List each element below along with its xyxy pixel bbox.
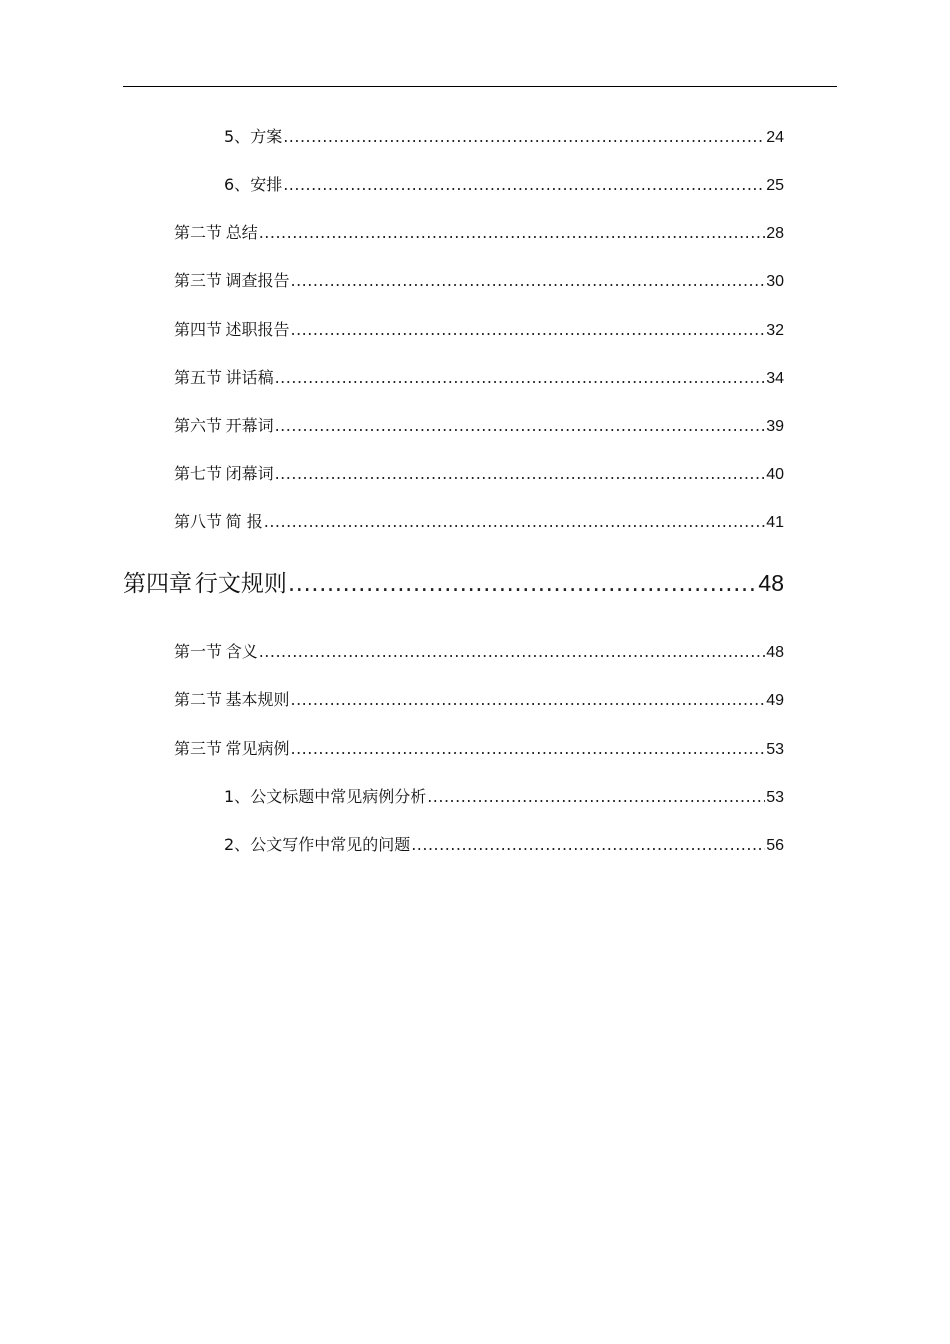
toc-entry-title: 公文写作中常见的问题 xyxy=(250,835,411,854)
toc-entry-number: 2、 xyxy=(224,835,251,854)
toc-entry-page: 30 xyxy=(766,273,784,290)
toc-entry-page: 48 xyxy=(766,644,784,661)
toc-entry-section[interactable] xyxy=(174,739,784,759)
toc-entry-subitem[interactable] xyxy=(224,175,784,195)
toc-entry-title: 常见病例 xyxy=(225,739,290,758)
toc-entry-page: 56 xyxy=(766,837,784,854)
toc-entry-subitem[interactable] xyxy=(224,127,784,147)
toc-entry-title: 讲话稿 xyxy=(225,368,274,387)
toc-entry-section[interactable] xyxy=(174,464,784,484)
toc-dot-leader xyxy=(288,570,758,598)
toc-dot-leader xyxy=(275,368,766,388)
toc-entry-page: 49 xyxy=(766,692,784,709)
toc-entry-page: 40 xyxy=(766,466,784,483)
toc-entry-page: 39 xyxy=(766,418,784,435)
toc-entry-page: 25 xyxy=(766,177,784,194)
toc-dot-leader xyxy=(259,642,766,662)
toc-entry-number: 第四节 xyxy=(174,320,223,339)
toc-entry-page: 53 xyxy=(766,789,784,806)
toc-dot-leader xyxy=(275,416,766,436)
toc-entry-number: 第二节 xyxy=(174,223,223,242)
toc-entry-title: 简 报 xyxy=(225,512,263,531)
toc-dot-leader xyxy=(283,127,765,147)
toc-entry-number: 第八节 xyxy=(174,512,223,531)
toc-entry-title: 基本规则 xyxy=(225,690,290,709)
toc-entry-number: 1、 xyxy=(224,787,251,806)
toc-dot-leader xyxy=(427,787,765,807)
toc-entry-title: 总结 xyxy=(225,223,258,242)
toc-entry-number: 第三节 xyxy=(174,739,223,758)
toc-entry-number: 第四章 xyxy=(123,571,192,597)
toc-dot-leader xyxy=(264,512,765,532)
toc-entry-section[interactable] xyxy=(174,512,784,532)
toc-entry-section[interactable] xyxy=(174,368,784,388)
toc-dot-leader xyxy=(259,223,766,243)
toc-entry-section[interactable] xyxy=(174,642,784,662)
toc-entry-section[interactable] xyxy=(174,271,784,291)
toc-entry-title: 含义 xyxy=(225,642,258,661)
toc-entry-number: 6、 xyxy=(224,175,251,194)
toc-entry-section[interactable] xyxy=(174,690,784,710)
toc-entry-page: 41 xyxy=(766,514,784,531)
toc-entry-subitem[interactable] xyxy=(224,835,784,855)
toc-dot-leader xyxy=(290,690,765,710)
toc-entry-title: 行文规则 xyxy=(194,571,287,597)
toc-entry-title: 闭幕词 xyxy=(225,464,274,483)
toc-entry-number: 第二节 xyxy=(174,690,223,709)
toc-entry-chapter[interactable] xyxy=(123,569,784,597)
toc-entry-number: 第一节 xyxy=(174,642,223,661)
toc-entry-subitem[interactable] xyxy=(224,787,784,807)
toc-entry-page: 32 xyxy=(766,322,784,339)
toc-entry-section[interactable] xyxy=(174,416,784,436)
toc-dot-leader xyxy=(283,175,765,195)
toc-entry-number: 5、 xyxy=(224,127,251,146)
toc-entry-number: 第五节 xyxy=(174,368,223,387)
toc-entry-title: 安排 xyxy=(250,175,283,194)
toc-entry-title: 公文标题中常见病例分析 xyxy=(250,787,427,806)
toc-entry-page: 53 xyxy=(766,741,784,758)
toc-entry-title: 调查报告 xyxy=(225,271,290,290)
toc-entry-page: 24 xyxy=(766,129,784,146)
toc-dot-leader xyxy=(275,464,766,484)
toc-entry-number: 第三节 xyxy=(174,271,223,290)
toc-entry-page: 48 xyxy=(758,570,784,596)
toc-entry-page: 34 xyxy=(766,370,784,387)
toc-dot-leader xyxy=(290,320,765,340)
toc-entry-number: 第七节 xyxy=(174,464,223,483)
toc-entry-section[interactable] xyxy=(174,320,784,340)
toc-dot-leader xyxy=(411,835,765,855)
toc-dot-leader xyxy=(290,739,765,759)
toc-entry-title: 方案 xyxy=(250,127,283,146)
toc-entry-title: 开幕词 xyxy=(225,416,274,435)
toc-entry-number: 第六节 xyxy=(174,416,223,435)
toc-entry-title: 述职报告 xyxy=(225,320,290,339)
toc-entry-page: 28 xyxy=(766,225,784,242)
toc-entry-section[interactable] xyxy=(174,223,784,243)
toc-dot-leader xyxy=(290,271,765,291)
